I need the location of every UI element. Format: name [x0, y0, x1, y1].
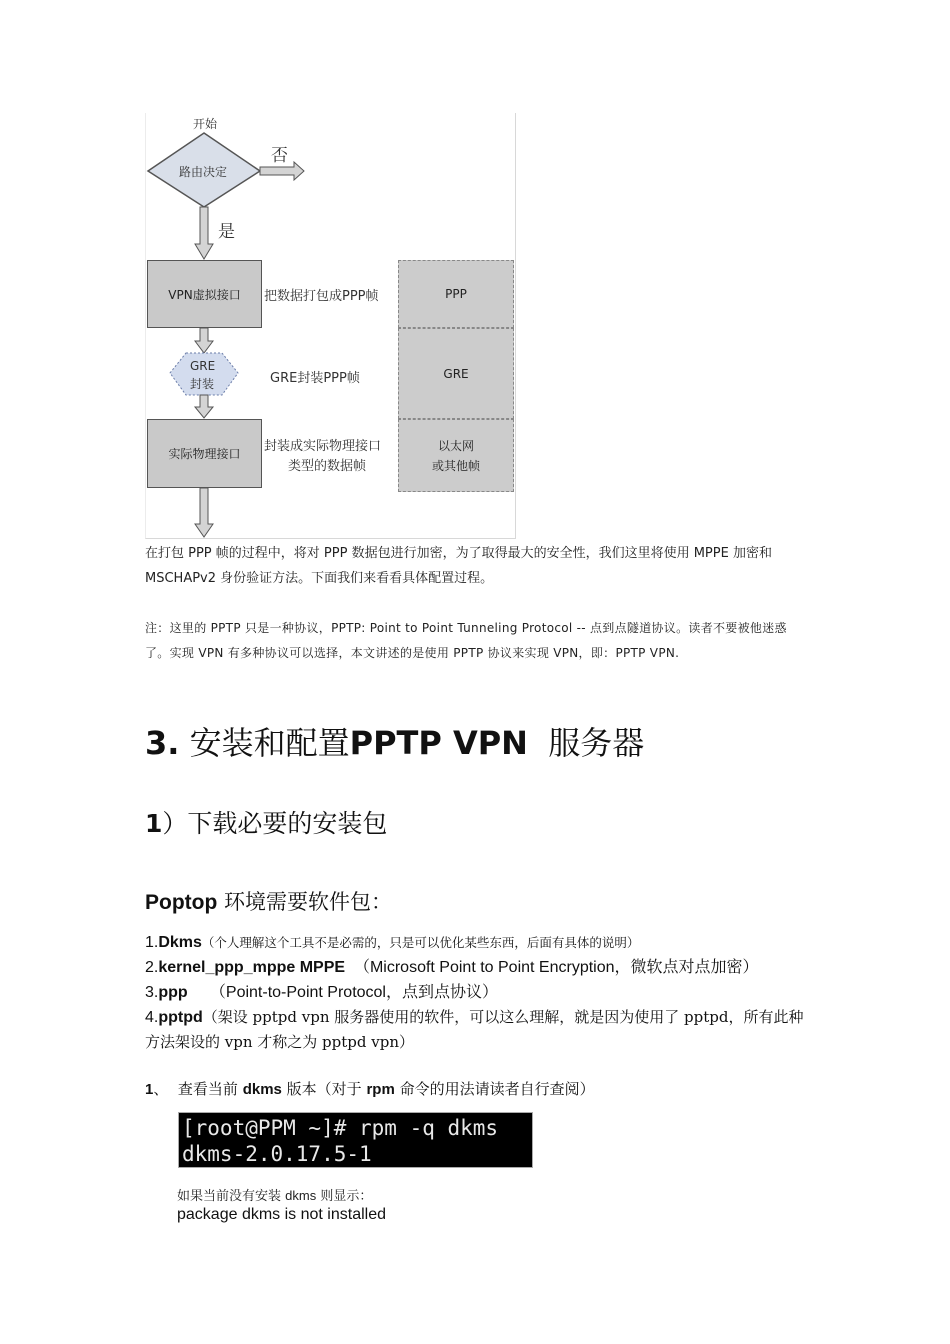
terminal-line-2: dkms-2.0.17.5-1	[182, 1142, 372, 1166]
packages-heading-bold: Poptop	[145, 891, 218, 914]
layer-gre: GRE	[398, 328, 514, 419]
packages-heading-text: 环境需要软件包：	[224, 890, 392, 914]
layer-eth-line1: 以太网	[437, 438, 474, 453]
subsection-heading	[145, 804, 387, 840]
yes-arrow	[195, 207, 213, 259]
step3-desc-2: 类型的数据帧	[288, 459, 367, 474]
step-bold-rpm: rpm	[366, 1081, 395, 1098]
paragraph-encryption: 在打包 PPP 帧的过程中，将对 PPP 数据包进行加密，为了取得最大的安全性，我们这里将使用 MPPE 加密和 MSCHAPv2 身份验证方法。下面我们来看看具体配置过程。	[145, 546, 772, 586]
heading-part-b: PPTP VPN	[349, 724, 528, 762]
vpn-interface-box: VPN虚拟接口	[147, 260, 262, 328]
arrow-to-gre	[195, 328, 213, 353]
arrow-to-physical	[195, 395, 213, 418]
layer-ethernet	[398, 419, 514, 492]
terminal-line-1: [root@PPM ~]# rpm -q dkms	[182, 1116, 499, 1140]
arrow-out	[195, 488, 213, 537]
list-item: 4.pptpd（架设 pptpd vpn 服务器使用的软件，可以这么理解，就是因为使用了 pptpd，所有此种方法架设的 vpn 才称之为 pptpd vpn）	[145, 1008, 804, 1051]
no-label: 否	[271, 146, 288, 166]
sub-number: 1	[145, 809, 163, 838]
gre-label-1: GRE	[190, 359, 216, 373]
heading-sep: .	[167, 724, 180, 762]
list-item: 2.kernel_ppp_mppe MPPE （Microsoft Point to Point Encryption，微软点对点加密）	[145, 959, 759, 976]
not-installed-hint: 如果当前没有安装 dkms 则显示：	[177, 1188, 373, 1204]
start-label: 开始	[193, 117, 218, 131]
step3-desc-1: 封装成实际物理接口	[264, 439, 382, 454]
packages-heading	[145, 886, 392, 916]
step2-desc: GRE封装PPP帧	[270, 371, 360, 386]
terminal-screenshot	[178, 1112, 533, 1168]
step-check-dkms: 1、 查看当前 dkms 版本（对于 rpm 命令的用法请读者自行查阅）	[145, 1080, 595, 1098]
physical-interface-box: 实际物理接口	[147, 419, 262, 488]
heading-part-a: 安装和配置	[189, 724, 350, 762]
step-bold-dkms: dkms	[242, 1081, 282, 1098]
heading-part-c: 服务器	[548, 724, 645, 762]
step-number: 1	[145, 1081, 154, 1098]
list-item: 3.ppp （Point-to-Point Protocol，点到点协议）	[145, 984, 498, 1001]
list-item: 1.Dkms（个人理解这个工具不是必需的，只是可以优化某些东西，后面有具体的说明）	[145, 934, 640, 951]
heading-number: 3	[145, 724, 168, 762]
not-installed-output: package dkms is not installed	[177, 1206, 386, 1223]
step1-desc: 把数据打包成PPP帧	[264, 289, 379, 304]
yes-label: 是	[218, 222, 235, 242]
gre-label-2: 封装	[190, 377, 215, 391]
layer-ppp: PPP	[398, 260, 514, 328]
flowchart-figure	[145, 113, 516, 539]
decision-label: 路由决定	[179, 165, 228, 179]
note-paragraph: 注：这里的 PPTP 只是一种协议，PPTP: Point to Point Tunneling Protocol -- 点到点隧道协议。读者不要被他迷惑了。实现 VPN 有多种协议可以选择，本文讲述的是使用 PPTP 协议来实现 VPN，即：PPTP VPN.	[145, 621, 787, 660]
layer-eth-line2: 或其他帧	[431, 458, 480, 473]
sub-text: ）下载必要的安装包	[162, 809, 388, 838]
package-list	[145, 930, 807, 1055]
section-heading	[145, 718, 644, 764]
